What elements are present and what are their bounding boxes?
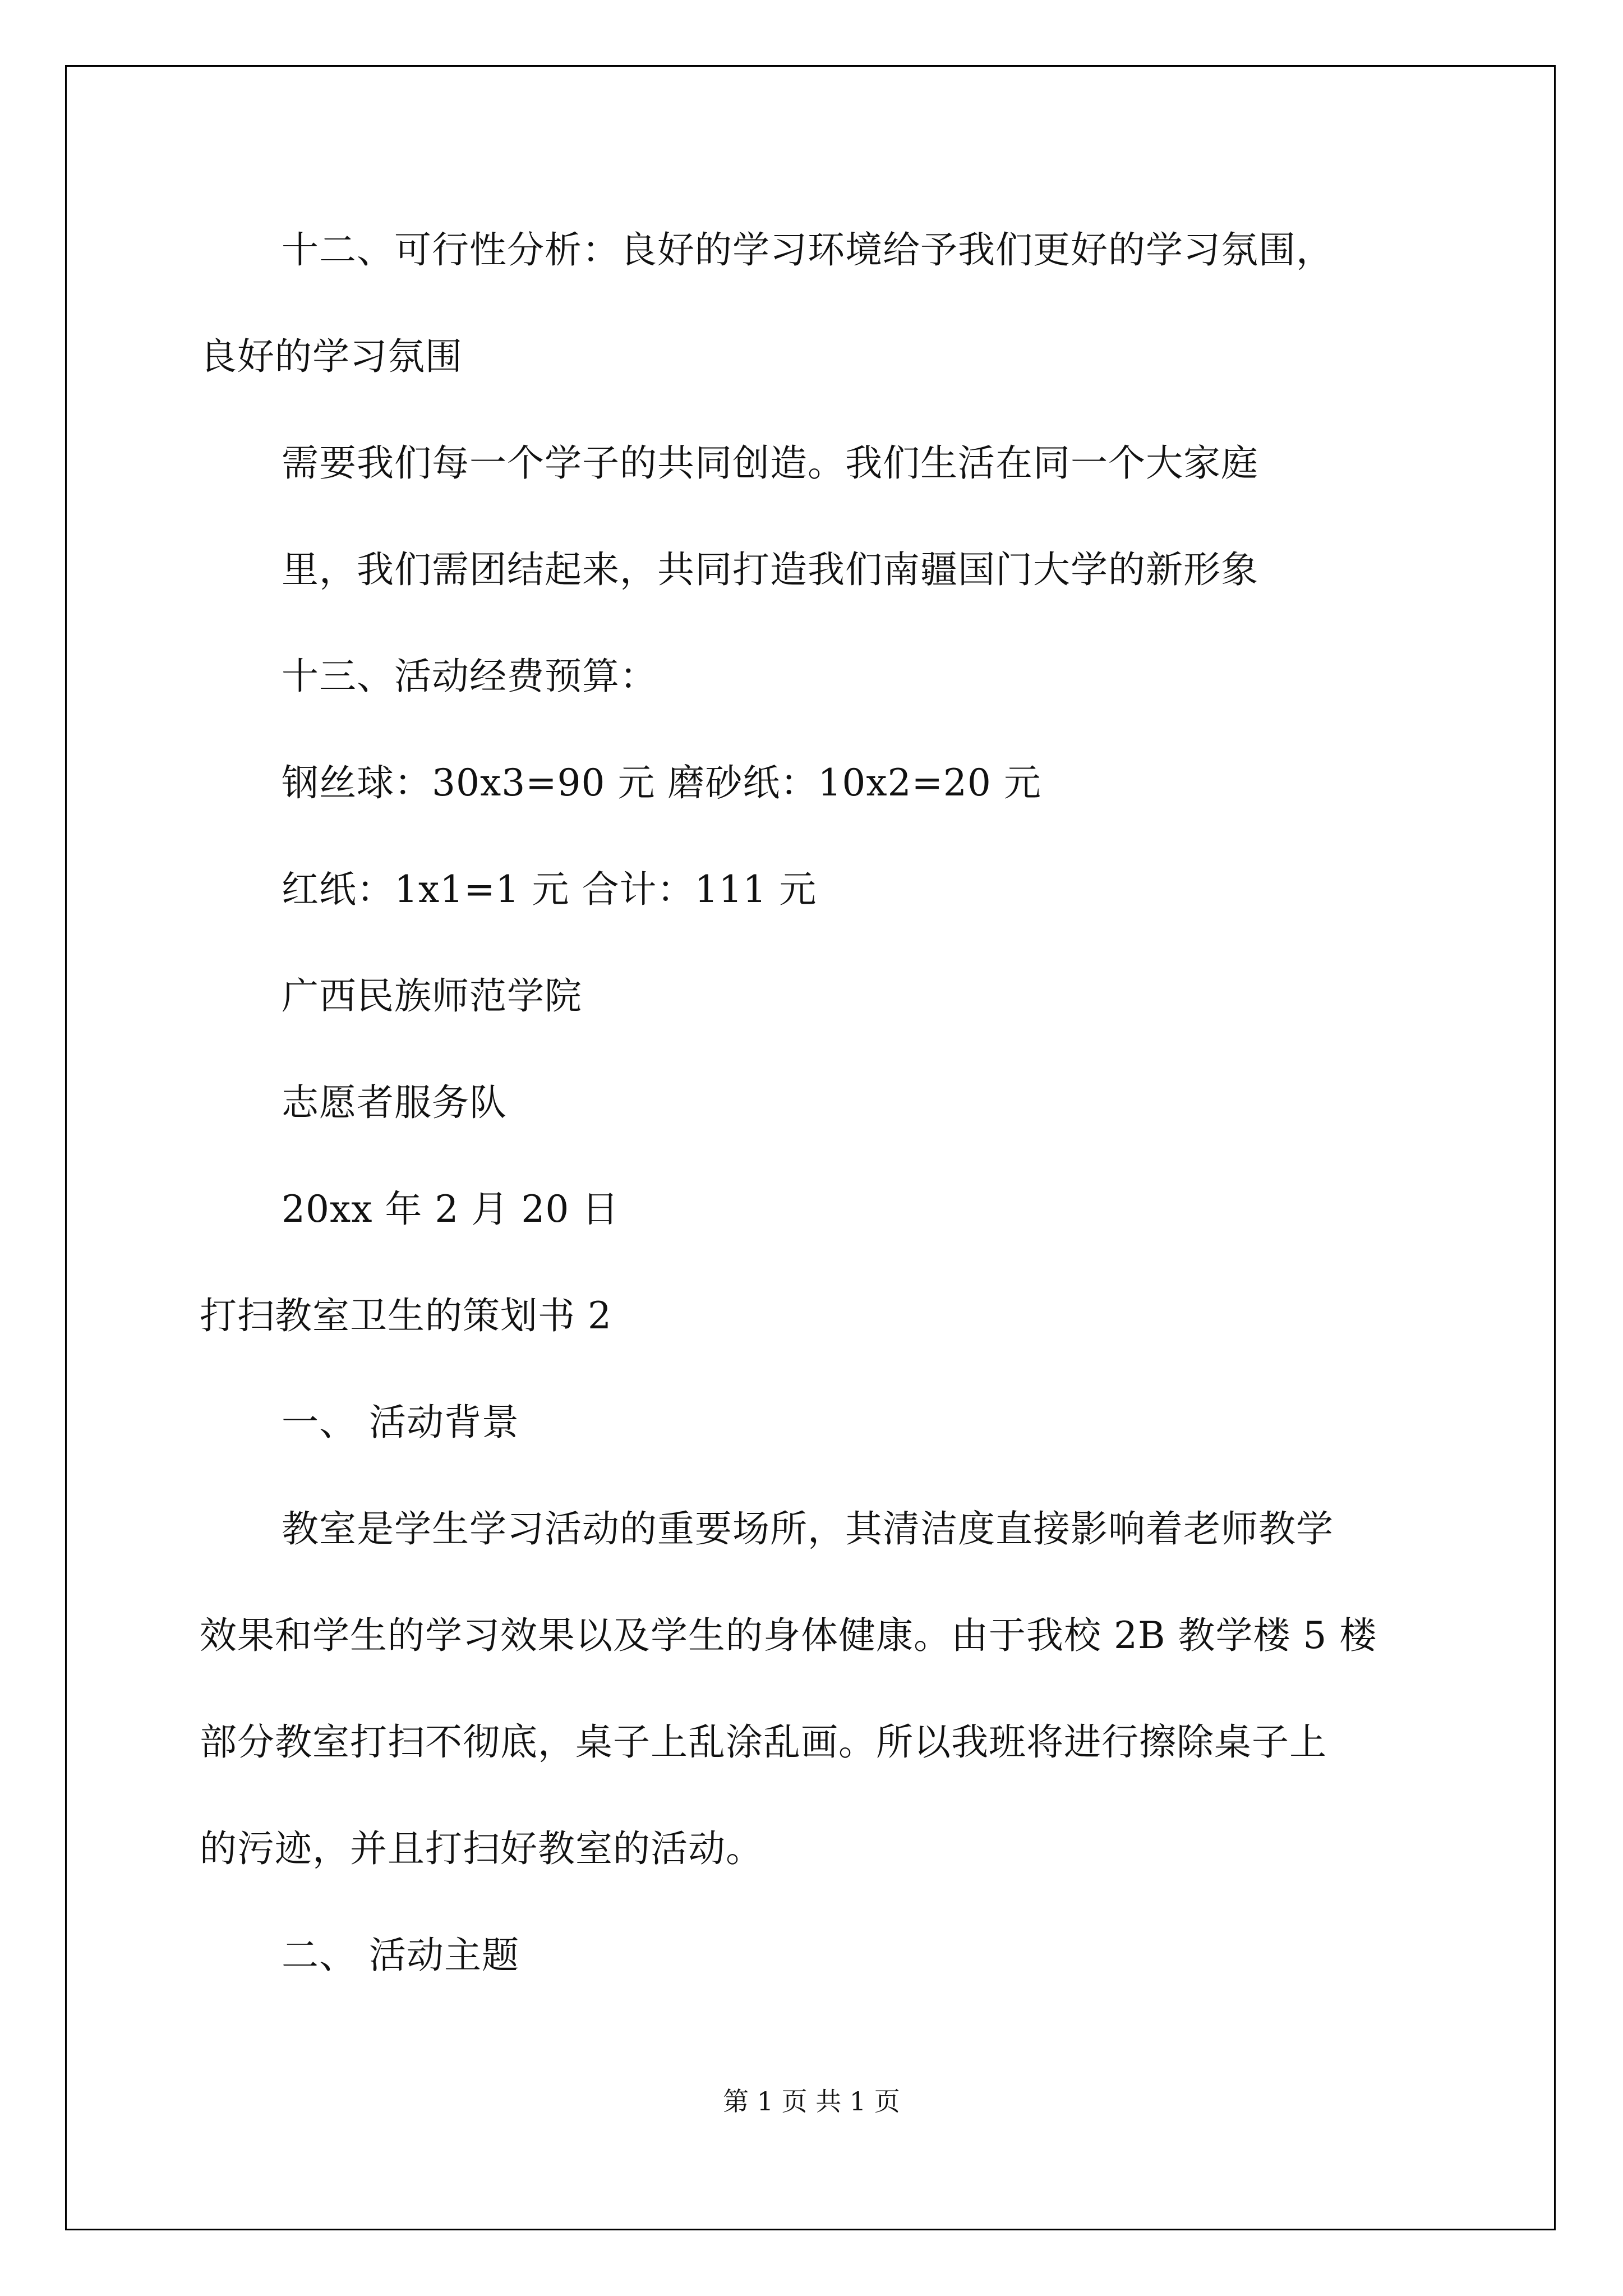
text-line: 一、 活动背景 xyxy=(282,1401,519,1444)
text-line: 的污迹，并且打扫好教室的活动。 xyxy=(200,1827,763,1870)
text-line: 十三、活动经费预算： xyxy=(282,655,657,698)
text-line: 效果和学生的学习效果以及学生的身体健康。由于我校 2B 教学楼 5 楼 xyxy=(200,1614,1377,1657)
page-border xyxy=(65,65,1556,2230)
text-line: 需要我们每一个学子的共同创造。我们生活在同一个大家庭 xyxy=(282,441,1258,485)
text-line: 二、 活动主题 xyxy=(282,1934,519,1977)
text-line: 红纸：1x1=1 元 合计：111 元 xyxy=(282,868,817,911)
page-footer: 第 1 页 共 1 页 xyxy=(723,2086,900,2116)
text-line: 广西民族师范学院 xyxy=(282,974,582,1018)
text-line: 教室是学生学习活动的重要场所，其清洁度直接影响着老师教学 xyxy=(282,1507,1334,1550)
section-heading: 打扫教室卫生的策划书 2 xyxy=(200,1294,612,1337)
text-line: 钢丝球：30x3=90 元 磨砂纸：10x2=20 元 xyxy=(282,761,1041,804)
text-line: 良好的学习氛围 xyxy=(200,335,463,378)
text-line: 20xx 年 2 月 20 日 xyxy=(282,1188,620,1231)
text-line: 部分教室打扫不彻底，桌子上乱涂乱画。所以我班将进行擦除桌子上 xyxy=(200,1720,1327,1764)
text-line: 里，我们需团结起来，共同打造我们南疆国门大学的新形象 xyxy=(282,548,1258,591)
text-line: 十二、可行性分析：良好的学习环境给予我们更好的学习氛围， xyxy=(282,228,1334,272)
text-line: 志愿者服务队 xyxy=(282,1081,507,1124)
